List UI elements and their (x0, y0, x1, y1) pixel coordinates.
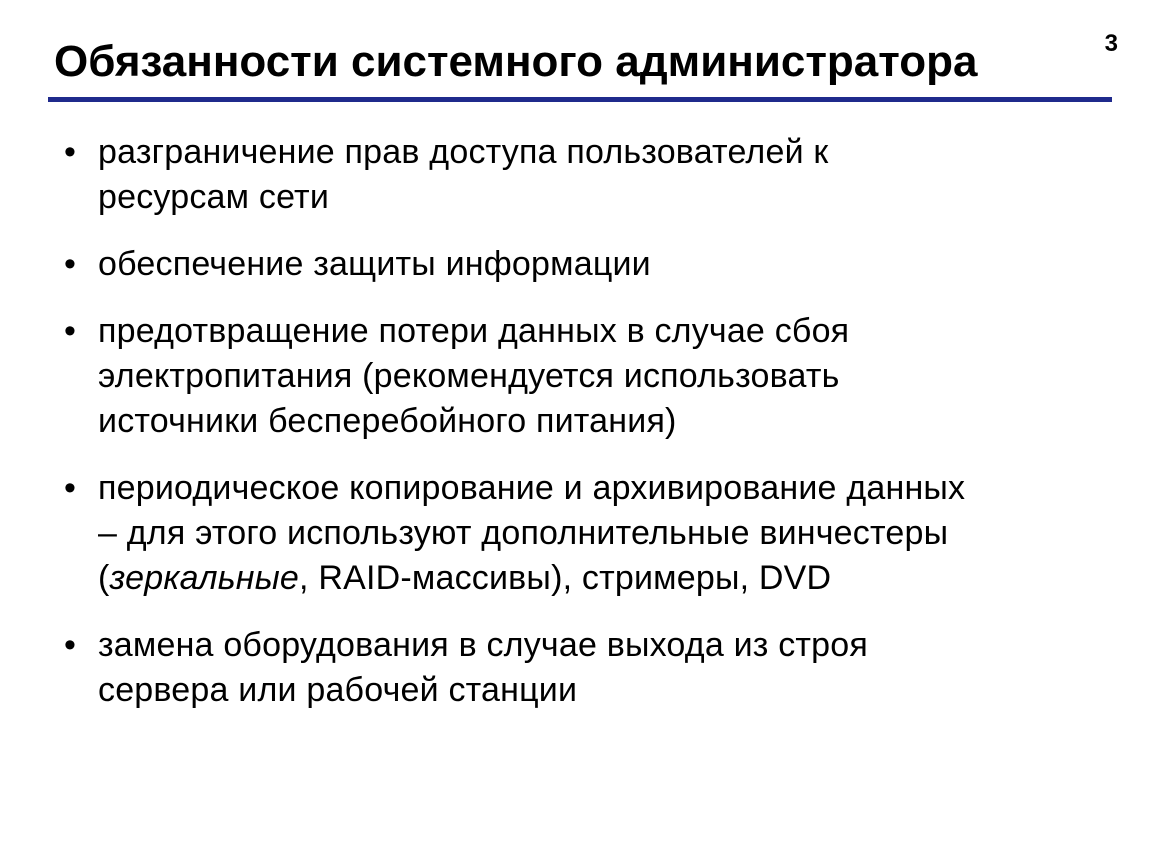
bullet-text (98, 130, 1078, 220)
bullet-text (98, 623, 1078, 713)
bullet-dot-icon: • (64, 245, 77, 283)
bullet-item-backup-archiving (64, 466, 1104, 601)
page-number: 3 (1104, 30, 1118, 57)
bullet-text (98, 309, 1078, 444)
bullet-line: сервера или рабочей станции (98, 671, 578, 709)
bullet-list (64, 130, 1104, 735)
bullet-item-information-security (64, 242, 1104, 287)
bullet-line: обеспечение защиты информации (98, 245, 651, 283)
bullet-item-hardware-replacement (64, 623, 1104, 713)
bullet-line-rest: , RAID-массивы), стримеры, DVD (299, 559, 832, 597)
bullet-line: предотвращение потери данных в случае сбоя (98, 312, 850, 350)
bullet-line: – для этого используют дополнительные винчестеры (98, 514, 949, 552)
bullet-dot-icon: • (64, 312, 77, 350)
slide-title: Обязанности системного администратора (54, 37, 978, 86)
bullet-item-power-protection (64, 309, 1104, 444)
title-divider (48, 97, 1112, 102)
bullet-dot-icon: • (64, 469, 77, 507)
bullet-item-access-rights (64, 130, 1104, 220)
bullet-text (98, 466, 1078, 601)
bullet-dot-icon: • (64, 626, 77, 664)
bullet-line-open-paren: ( (98, 559, 110, 597)
italic-term: зеркальные (109, 559, 300, 597)
bullet-line: электропитания (рекомендуется использовать (98, 357, 840, 395)
bullet-text (98, 242, 1078, 287)
bullet-line: ресурсам сети (98, 178, 330, 216)
bullet-dot-icon: • (64, 133, 77, 171)
bullet-line: замена оборудования в случае выхода из строя (98, 626, 868, 664)
bullet-line: источники бесперебойного питания) (98, 402, 677, 440)
bullet-line: разграничение прав доступа пользователей к (98, 133, 829, 171)
bullet-line: периодическое копирование и архивирование данных (98, 469, 966, 507)
